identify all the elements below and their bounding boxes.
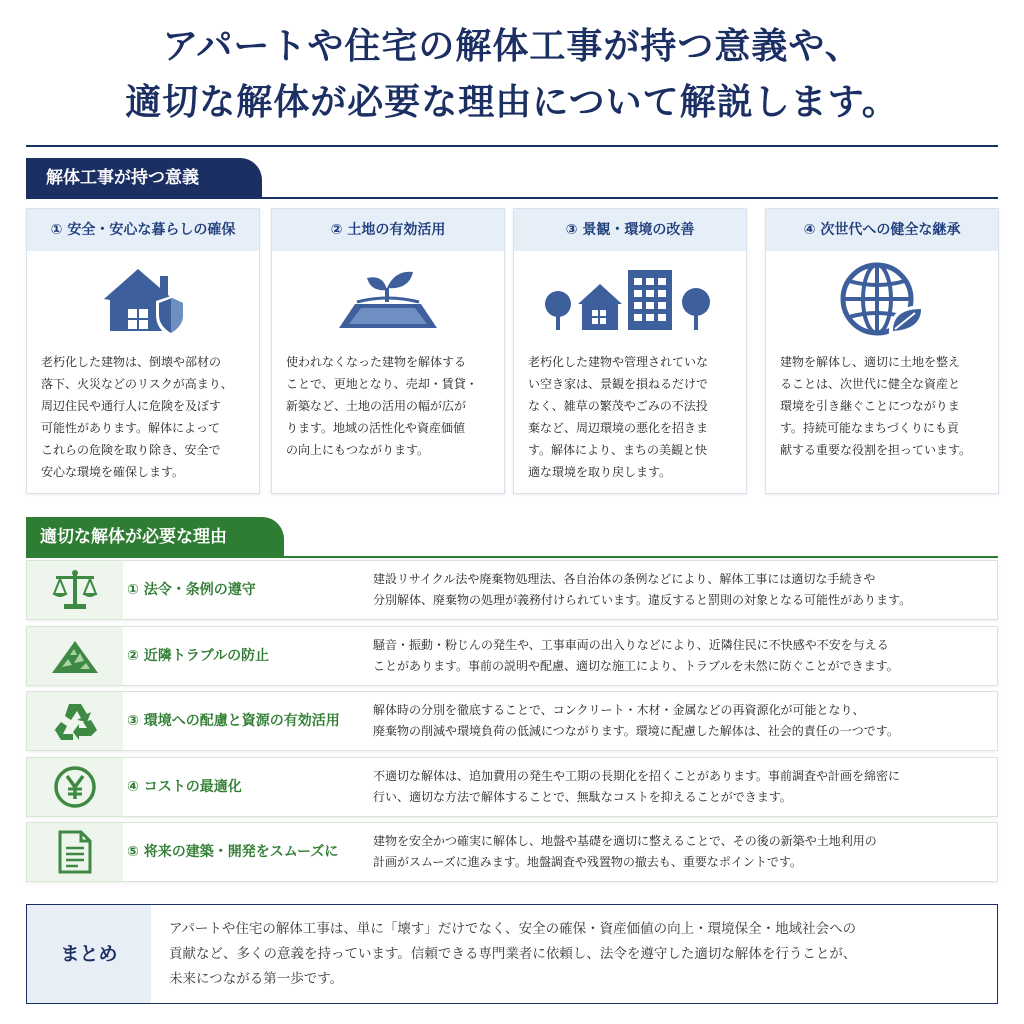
summary-line: 貢献など、多くの意義を持っています。信頼できる専門業者に依頼し、法令を遵守した適切な解体を行うことが、	[169, 946, 857, 962]
page-title	[0, 18, 1024, 130]
summary-text	[169, 917, 979, 992]
reason-description	[373, 700, 983, 742]
summary-line: アパートや住宅の解体工事は、単に「壊す」だけでなく、安全の確保・資産価値の向上・環境保全・地域社会への	[169, 921, 857, 937]
card-line: い空き家は、景観を損ねるだけで	[528, 377, 709, 391]
reason-title: ④ コストの最適化	[127, 779, 242, 795]
card-line: 老朽化した建物や管理されていな	[528, 355, 709, 369]
card-line: ことで、更地となり、売却・賃貸・	[286, 377, 478, 391]
card-description	[766, 351, 998, 461]
reason-title: ⑤ 将来の建築・開発をスムーズに	[127, 844, 339, 860]
reason-description	[373, 766, 983, 808]
card-line: す。解体により、まちの美観と快	[528, 443, 708, 457]
card-line: 棄など、周辺環境の悪化を招きま	[528, 421, 709, 435]
land-sprout-icon	[333, 266, 443, 336]
card-title: ③ 景観・環境の改善	[514, 209, 746, 251]
reason-line: ことがあります。事前の説明や配慮、適切な施工により、トラブルを未然に防ぐことができます。	[373, 659, 899, 673]
reason-line: 計画がスムーズに進みます。地盤調査や残置物の撤去も、重要なポイントです。	[373, 855, 802, 869]
card-line: 使われなくなった建物を解体する	[286, 355, 467, 369]
card-title: ④ 次世代への健全な継承	[766, 209, 998, 251]
townscape-icon	[542, 266, 718, 336]
card-line: ることは、次世代に健全な資産と	[780, 377, 961, 391]
reason-line: 廃棄物の削減や環境負荷の低減につながります。環境に配慮した解体は、社会的責任の一つです。	[373, 724, 899, 738]
reason-line: 不適切な解体は、追加費用の発生や工期の長期化を招くことがあります。事前調査や計画を綿密に	[373, 769, 901, 783]
card-line: 建物を解体し、適切に土地を整え	[780, 355, 961, 369]
card-description	[27, 351, 259, 483]
card-line: ります。地域の活性化や資産価値	[286, 421, 466, 435]
card-line: 環境を引き継ぐことにつながりま	[780, 399, 960, 413]
significance-card-next-generation	[765, 208, 999, 494]
card-line: 周辺住民や通行人に危険を及ぼす	[41, 399, 222, 413]
reason-title: ① 法令・条例の遵守	[127, 582, 256, 598]
page-title-line-1: アパートや住宅の解体工事が持つ意義や、	[162, 25, 862, 67]
card-line: なく、雑草の繁茂やごみの不法投	[528, 399, 708, 413]
page-title-line-2: 適切な解体が必要な理由について解説します。	[125, 81, 899, 123]
reason-line: 行い、適切な方法で解体することで、無駄なコストを抑えることができます。	[373, 790, 792, 804]
globe-leaf-icon	[837, 261, 927, 341]
card-line: す。持続可能なまちづくりにも貢	[780, 421, 959, 435]
house-shield-icon	[98, 263, 188, 339]
card-line: これらの危険を取り除き、安全で	[41, 443, 221, 457]
card-title: ② 土地の有効活用	[272, 209, 504, 251]
debris-pile-icon	[50, 637, 100, 675]
recycle-icon	[53, 700, 97, 742]
reason-row-environment-resources	[26, 691, 998, 751]
reason-row-future-development	[26, 822, 998, 882]
reason-line: 建設リサイクル法や廃棄物処理法、各自治体の条例などにより、解体工事には適切な手続きや	[373, 572, 876, 586]
reason-line: 解体時の分別を徹底することで、コンクリート・木材・金属などの再資源化が可能となり、	[373, 703, 865, 717]
card-description	[272, 351, 504, 461]
balance-scale-icon	[52, 568, 98, 612]
significance-section-heading: 解体工事が持つ意義	[26, 158, 262, 198]
card-line: 安心な環境を確保します。	[41, 465, 185, 479]
reason-line: 建物を安全かつ確実に解体し、地盤や基礎を適切に整えることで、その後の新築や土地利用の	[373, 834, 877, 848]
reason-title: ③ 環境への配慮と資源の有効活用	[127, 713, 340, 729]
reasons-section-rule	[26, 556, 998, 558]
reason-description	[373, 635, 983, 677]
reason-description	[373, 569, 983, 611]
card-line: 可能性があります。解体によって	[41, 421, 221, 435]
reason-description	[373, 831, 983, 873]
summary-box	[26, 904, 998, 1004]
significance-card-land-use	[271, 208, 505, 494]
reasons-section-heading: 適切な解体が必要な理由	[26, 517, 284, 557]
card-line: 老朽化した建物は、倒壊や部材の	[41, 355, 222, 369]
reason-row-neighbor-trouble	[26, 626, 998, 686]
significance-card-safety	[26, 208, 260, 494]
significance-card-landscape	[513, 208, 747, 494]
card-line: 適な環境を取り戻します。	[528, 465, 672, 479]
summary-label: まとめ	[27, 905, 151, 1003]
reason-row-cost-optimization	[26, 757, 998, 817]
reason-row-legal-compliance	[26, 560, 998, 620]
card-line: の向上にもつながります。	[286, 443, 430, 457]
card-line: 献する重要な役割を担っています。	[780, 443, 972, 457]
title-divider	[26, 145, 998, 147]
reason-line: 騒音・振動・粉じんの発生や、工事車両の出入りなどにより、近隣住民に不快感や不安を与える	[373, 638, 889, 652]
card-line: 落下、火災などのリスクが高まり、	[41, 377, 233, 391]
yen-coin-icon	[53, 765, 97, 809]
significance-section-rule	[26, 197, 998, 199]
document-icon	[57, 830, 93, 874]
significance-cards	[26, 208, 998, 494]
card-description	[514, 351, 746, 483]
reason-line: 分別解体、廃棄物の処理が義務付けられています。違反すると罰則の対象となる可能性があります。	[373, 593, 912, 607]
summary-line: 未来につながる第一歩です。	[169, 971, 344, 987]
card-line: 新築など、土地の活用の幅が広が	[286, 399, 467, 413]
card-title: ① 安全・安心な暮らしの確保	[27, 209, 259, 251]
reason-title: ② 近隣トラブルの防止	[127, 648, 270, 664]
